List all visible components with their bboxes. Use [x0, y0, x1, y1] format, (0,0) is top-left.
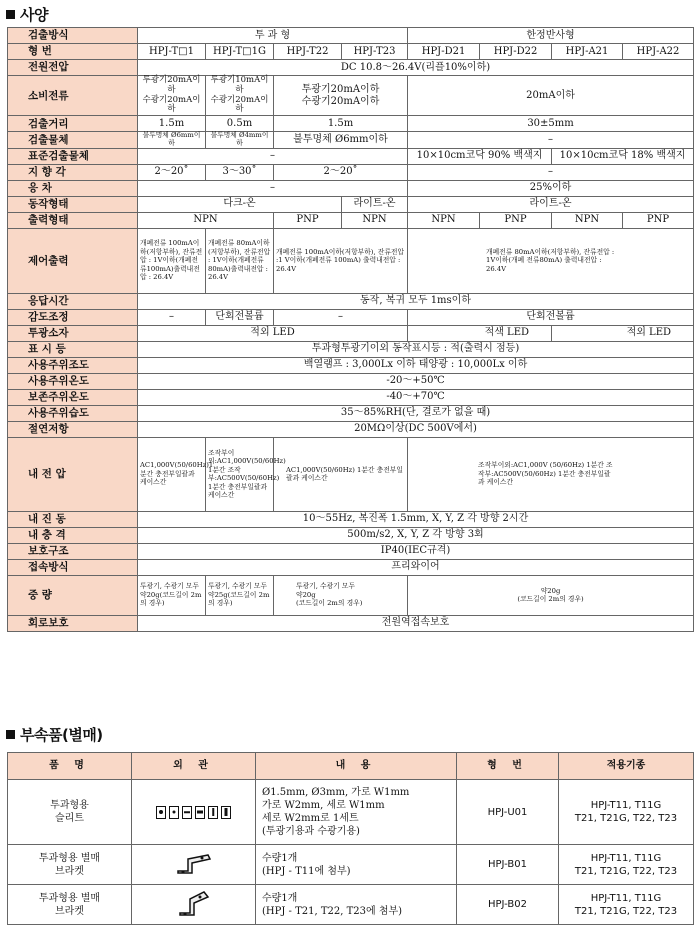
- line: 투광기, 수광기 모두: [296, 582, 356, 591]
- line: (HPJ - T11에 첨부): [262, 865, 351, 877]
- cell: HPJ-A21: [552, 44, 623, 60]
- label: 동작형태: [8, 196, 138, 212]
- line: T21, T21G, T22, T23: [574, 905, 678, 917]
- cell: 10×10cm코닥 90% 백색지: [408, 148, 552, 164]
- section-title-accessories: [6, 724, 103, 745]
- header-models: 적용기종: [559, 753, 694, 780]
- cell: 한정반사형: [408, 28, 694, 44]
- cell: 조작부이외:AC1,000V(50/60Hz) 1분간 조작부:AC500V(50/60Hz) 1분간 충전부일괄과 케이스간: [206, 437, 274, 511]
- cell: 프리와이어: [138, 559, 694, 575]
- cell: [206, 76, 274, 116]
- label: 전원전압: [8, 60, 138, 76]
- bracket-b01-icon: [174, 851, 214, 875]
- line: 약20g: [540, 586, 561, 595]
- cell: HPJ-T22: [274, 44, 342, 60]
- label: 지 향 각: [8, 164, 138, 180]
- label: 사용주위습도: [8, 405, 138, 421]
- cell: NPN: [342, 212, 408, 228]
- label: 내 진 동: [8, 511, 138, 527]
- line: 브라켓: [55, 905, 84, 917]
- label: 사용주위조도: [8, 357, 138, 373]
- cell: 개폐전류 100mA이하(저항부하), 잔류전압 : 1V이하(개폐전류100mA)출력내전압 : 26.4V: [138, 228, 206, 293]
- label: 응 차: [8, 180, 138, 196]
- cell: 불투명체 Ø6mm이하: [274, 132, 408, 149]
- label: 소비전류: [8, 76, 138, 116]
- line: 수광기20mA이하: [301, 95, 380, 107]
- slit-h1-icon: [182, 806, 192, 819]
- cell: [408, 575, 694, 615]
- line: HPJ-T11, T11G: [590, 892, 662, 904]
- row-weight: [8, 575, 694, 615]
- label: 회로보호: [8, 615, 138, 631]
- row-vibration: [8, 511, 694, 527]
- accessories-header-row: [8, 753, 694, 780]
- bracket-b02-icon: [174, 889, 214, 917]
- line: 슬리트: [55, 813, 84, 824]
- cell: 10×10cm코닥 18% 백색지: [552, 148, 694, 164]
- bracket-icon: [132, 845, 256, 885]
- line: Ø1.5mm, Ø3mm, 가로 W1mm: [262, 787, 410, 798]
- cell: -40～+70℃: [138, 389, 694, 405]
- cell: 30±5mm: [408, 116, 694, 132]
- label: 보존주위온도: [8, 389, 138, 405]
- label: 표 시 등: [8, 341, 138, 357]
- cell: 2～20˚: [274, 164, 408, 180]
- row-ambient-light: [8, 357, 694, 373]
- cell: 20MΩ이상(DC 500V에서): [138, 421, 694, 437]
- header-content: 내 용: [256, 753, 457, 780]
- cell: HPJ-A22: [623, 44, 694, 60]
- cell: PNP: [623, 212, 694, 228]
- line: 투과형용 별매: [38, 892, 101, 904]
- cell: –: [138, 148, 408, 164]
- cell: 개폐전류 80mA이하(저항부하), 잔류전압 : 1V이하(개폐전류80mA)출력내전압 : 26.4V: [206, 228, 274, 293]
- row-connection: [8, 559, 694, 575]
- cell: 500m/s2, X, Y, Z 각 방향 3회: [138, 527, 694, 543]
- slit-set-icon: [132, 780, 256, 845]
- label: 제어출력: [8, 228, 138, 293]
- accessory-row: [8, 885, 694, 925]
- label: 사용주위온도: [8, 373, 138, 389]
- line: HPJ-T11, T11G: [590, 800, 662, 811]
- row-control: [8, 228, 694, 293]
- cell: -20～+50℃: [138, 373, 694, 389]
- line: 약20g: [296, 590, 316, 599]
- accessory-name: [8, 885, 132, 925]
- header-name: 품 명: [8, 753, 132, 780]
- label: 절연저항: [8, 421, 138, 437]
- accessory-models: [559, 885, 694, 925]
- label: 감도조정: [8, 309, 138, 325]
- cell: 적색 LED: [408, 325, 552, 341]
- row-distance: [8, 116, 694, 132]
- accessory-models: [559, 845, 694, 885]
- row-object: [8, 132, 694, 149]
- line: (투광기용과 수광기용): [262, 826, 360, 837]
- cell: 적외 LED: [552, 325, 694, 341]
- slit-v1-icon: [208, 806, 218, 819]
- slit-pieces: [134, 806, 253, 819]
- row-std-object: [8, 148, 694, 164]
- cell: AC1,000V(50/60Hz)1분간 충전부일괄과 케이스간: [138, 437, 206, 511]
- cell: 불투명체 Ø6mm이하: [138, 132, 206, 149]
- row-model: [8, 44, 694, 60]
- row-indicator: [8, 341, 694, 357]
- line: 수량1개: [262, 852, 298, 864]
- row-output-type: [8, 212, 694, 228]
- label: 검출거리: [8, 116, 138, 132]
- cell: 백열램프 : 3,000Lx 이하 태양광 : 10,000Lx 이하: [138, 357, 694, 373]
- line: 브라켓: [55, 865, 84, 877]
- cell: HPJ-D21: [408, 44, 480, 60]
- cell: HPJ-T□1: [138, 44, 206, 60]
- cell: HPJ-T23: [342, 44, 408, 60]
- cell: IP40(IEC규격): [138, 543, 694, 559]
- cell: 다크-온: [138, 196, 342, 212]
- cell: 1.5m: [138, 116, 206, 132]
- label: 출력형태: [8, 212, 138, 228]
- cell: 3～30˚: [206, 164, 274, 180]
- cell: 투광기, 수광기 모두 약20g(코드길이 2m의 경우): [138, 575, 206, 615]
- cell: DC 10.8～26.4V(리플10%이하): [138, 60, 694, 76]
- row-operation: [8, 196, 694, 212]
- row-ambient-humidity: [8, 405, 694, 421]
- accessory-code: HPJ-U01: [457, 780, 559, 845]
- cell: 25%이하: [408, 180, 694, 196]
- row-response: [8, 293, 694, 309]
- row-emitter: [8, 325, 694, 341]
- cell: 라이트-온: [408, 196, 694, 212]
- cell: [138, 76, 206, 116]
- section-title-text: 사양: [20, 6, 48, 24]
- cell: 적외 LED: [138, 325, 408, 341]
- spec-table: [7, 27, 694, 632]
- cell: 2～20˚: [138, 164, 206, 180]
- cell: 35～85%RH(단, 결로가 없을 때): [138, 405, 694, 421]
- cell: 투광기, 수광기 모두 약25g(코드길이 2m의 경우): [206, 575, 274, 615]
- cell: 개폐전류 100mA이하(저항부하), 잔류전압 :1 V이하(개폐전류 100mA) 출력내전압 : 26.4V: [274, 228, 408, 293]
- row-shock: [8, 527, 694, 543]
- accessory-name: [8, 845, 132, 885]
- cell: 라이트-온: [342, 196, 408, 212]
- cell: –: [274, 309, 408, 325]
- label: 내 전 압: [8, 437, 138, 511]
- cell: 1.5m: [274, 116, 408, 132]
- line: 투광기20mA이하: [142, 75, 201, 95]
- line: 수량1개: [262, 892, 298, 904]
- row-current: [8, 76, 694, 116]
- cell: HPJ-D22: [480, 44, 552, 60]
- cell: 투 과 형: [138, 28, 408, 44]
- accessories-table: [7, 752, 694, 925]
- label: 보호구조: [8, 543, 138, 559]
- label: 내 충 격: [8, 527, 138, 543]
- accessory-name: [8, 780, 132, 845]
- label: 검출방식: [8, 28, 138, 44]
- cell: –: [138, 309, 206, 325]
- line: (코드길이 2m의 경우): [296, 599, 363, 608]
- label: 투광소자: [8, 325, 138, 341]
- cell: 단회전볼륨: [408, 309, 694, 325]
- row-ambient-temp: [8, 373, 694, 389]
- line: 투과형용: [50, 800, 89, 811]
- cell: 동작, 복귀 모두 1ms이하: [138, 293, 694, 309]
- square-bullet-icon: [6, 730, 15, 739]
- section-title-spec: [6, 4, 48, 25]
- header-code: 형 번: [457, 753, 559, 780]
- line: 투과형용 별매: [38, 852, 101, 864]
- cell: NPN: [138, 212, 274, 228]
- accessory-content: [256, 780, 457, 845]
- accessory-models: [559, 780, 694, 845]
- cell: –: [138, 180, 408, 196]
- accessory-content: [256, 845, 457, 885]
- accessory-content: [256, 885, 457, 925]
- line: 가로 W2mm, 세로 W1mm: [262, 800, 385, 811]
- label: 표준검출물체: [8, 148, 138, 164]
- slit-round-1-5-icon: [156, 806, 166, 819]
- cell: NPN: [552, 212, 623, 228]
- row-protection: [8, 543, 694, 559]
- line: 투광기10mA이하: [210, 75, 269, 95]
- row-storage-temp: [8, 389, 694, 405]
- section-title-text: 부속품(별매): [20, 726, 103, 744]
- cell: [274, 575, 408, 615]
- row-voltage: [8, 60, 694, 76]
- accessory-row: [8, 845, 694, 885]
- row-circuit: [8, 615, 694, 631]
- cell: 10～55Hz, 복진폭 1.5mm, X, Y, Z 각 방향 2시간: [138, 511, 694, 527]
- row-angle: [8, 164, 694, 180]
- cell: PNP: [480, 212, 552, 228]
- cell: 20mA이하: [408, 76, 694, 116]
- square-bullet-icon: [6, 10, 15, 19]
- row-sensitivity: [8, 309, 694, 325]
- row-detect-method: [8, 28, 694, 44]
- slit-h2-icon: [195, 806, 205, 819]
- slit-round-3-icon: [169, 806, 179, 819]
- label: 접속방식: [8, 559, 138, 575]
- cell: –: [408, 132, 694, 149]
- cell: AC1,000V(50/60Hz) 1분간 충전부일괄과 케이스간: [274, 437, 408, 511]
- label: 형 번: [8, 44, 138, 60]
- accessory-row: [8, 780, 694, 845]
- line: 투광기20mA이하: [301, 84, 380, 96]
- cell: NPN: [408, 212, 480, 228]
- line: 수광기20mA이하: [210, 94, 269, 115]
- line: T21, T21G, T22, T23: [574, 813, 678, 824]
- line: T21, T21G, T22, T23: [574, 865, 678, 877]
- line: 수광기20mA이하: [142, 94, 201, 115]
- line: HPJ-T11, T11G: [590, 852, 662, 864]
- row-dielectric: [8, 437, 694, 511]
- cell: 불투명체 Ø4mm이하: [206, 132, 274, 149]
- cell: –: [408, 164, 694, 180]
- label: 응답시간: [8, 293, 138, 309]
- cell: 투과형투광기이외 동작표시등 : 적(출력시 점등): [138, 341, 694, 357]
- label: 검출물체: [8, 132, 138, 149]
- bracket-icon: [132, 885, 256, 925]
- line: (코드길이 2m의 경우): [517, 595, 584, 604]
- line: 세로 W2mm로 1세트: [262, 813, 359, 824]
- cell: 단회전볼륨: [206, 309, 274, 325]
- row-insulation: [8, 421, 694, 437]
- accessory-code: HPJ-B02: [457, 885, 559, 925]
- cell: [274, 76, 408, 116]
- slit-v2-icon: [221, 806, 231, 819]
- cell: PNP: [274, 212, 342, 228]
- line: (HPJ - T21, T22, T23에 첨부): [262, 905, 403, 917]
- label: 중 량: [8, 575, 138, 615]
- cell: 조작부이외:AC1,000V (50/60Hz) 1분간 조작부:AC500V(50/60Hz) 1분간 충전부일괄과 케이스간: [408, 437, 694, 511]
- cell: 전원역접속보호: [138, 615, 694, 631]
- cell: 0.5m: [206, 116, 274, 132]
- row-hysteresis: [8, 180, 694, 196]
- accessory-code: HPJ-B01: [457, 845, 559, 885]
- cell: 개폐전류 80mA이하(저항부하), 잔류전압 : 1V이하(개폐 전류80mA) 출력내전압 : 26.4V: [408, 228, 694, 293]
- cell: HPJ-T□1G: [206, 44, 274, 60]
- header-appearance: 외 관: [132, 753, 256, 780]
